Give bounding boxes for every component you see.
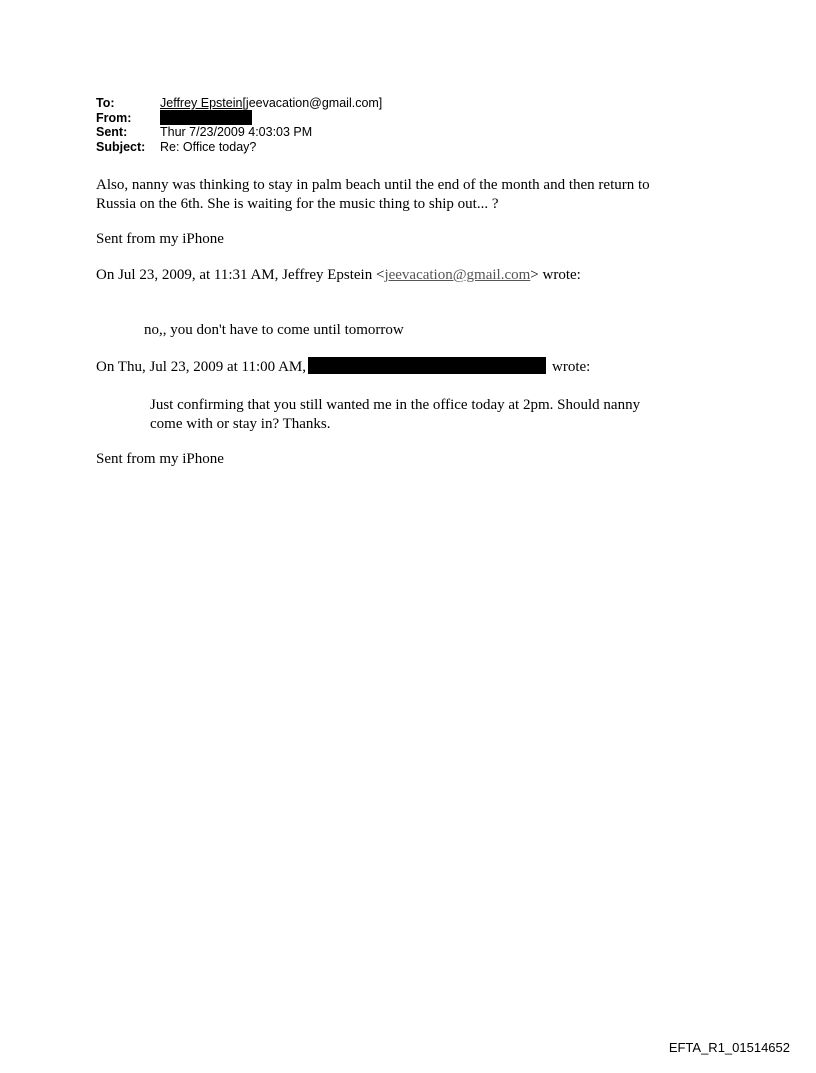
quoted-line: Just confirming that you still wanted me in the office today at 2pm. Should nanny [150, 397, 641, 413]
to-value [160, 96, 382, 111]
from-label: From: [96, 110, 132, 125]
redaction-bar [308, 357, 546, 374]
sent-value: Thur 7/23/2009 4:03:03 PM [160, 125, 313, 139]
sent-row [96, 125, 382, 140]
quoted-reply: no,, you don't have to come until tomorrow [144, 322, 404, 338]
quoted-message [150, 396, 640, 434]
subject-row [96, 140, 382, 155]
attribution-prefix: On Thu, Jul 23, 2009 at 11:00 AM, [96, 359, 307, 375]
signature: Sent from my iPhone [96, 451, 224, 467]
signature: Sent from my iPhone [96, 231, 224, 247]
paragraph-line: Also, nanny was thinking to stay in palm beach until the end of the month and then return to [96, 177, 650, 193]
quoted-line: come with or stay in? Thanks. [150, 416, 331, 432]
redaction-bar [160, 110, 252, 125]
subject-label: Subject: [96, 139, 146, 154]
from-row [96, 111, 382, 126]
to-row [96, 96, 382, 111]
attribution-prefix: On Jul 23, 2009, at 11:31 AM, Jeffrey Epstein < [96, 267, 385, 283]
attribution-suffix: wrote: [552, 359, 591, 375]
email-link[interactable]: jeevacation@gmail.com [384, 267, 531, 283]
subject-value: Re: Office today? [160, 139, 257, 154]
quote-attribution [96, 266, 581, 285]
to-label: To: [96, 96, 115, 110]
message-paragraph [96, 176, 650, 214]
to-name: Jeffrey Epstein [160, 96, 243, 110]
document-id: EFTA_R1_01514652 [668, 1040, 790, 1055]
attribution-suffix: > wrote: [530, 267, 581, 283]
email-header [96, 96, 382, 154]
quote-attribution [96, 357, 590, 377]
to-email: [jeevacation@gmail.com] [242, 96, 383, 110]
sent-label: Sent: [96, 125, 128, 139]
paragraph-line: Russia on the 6th. She is waiting for the music thing to ship out... ? [96, 196, 499, 212]
